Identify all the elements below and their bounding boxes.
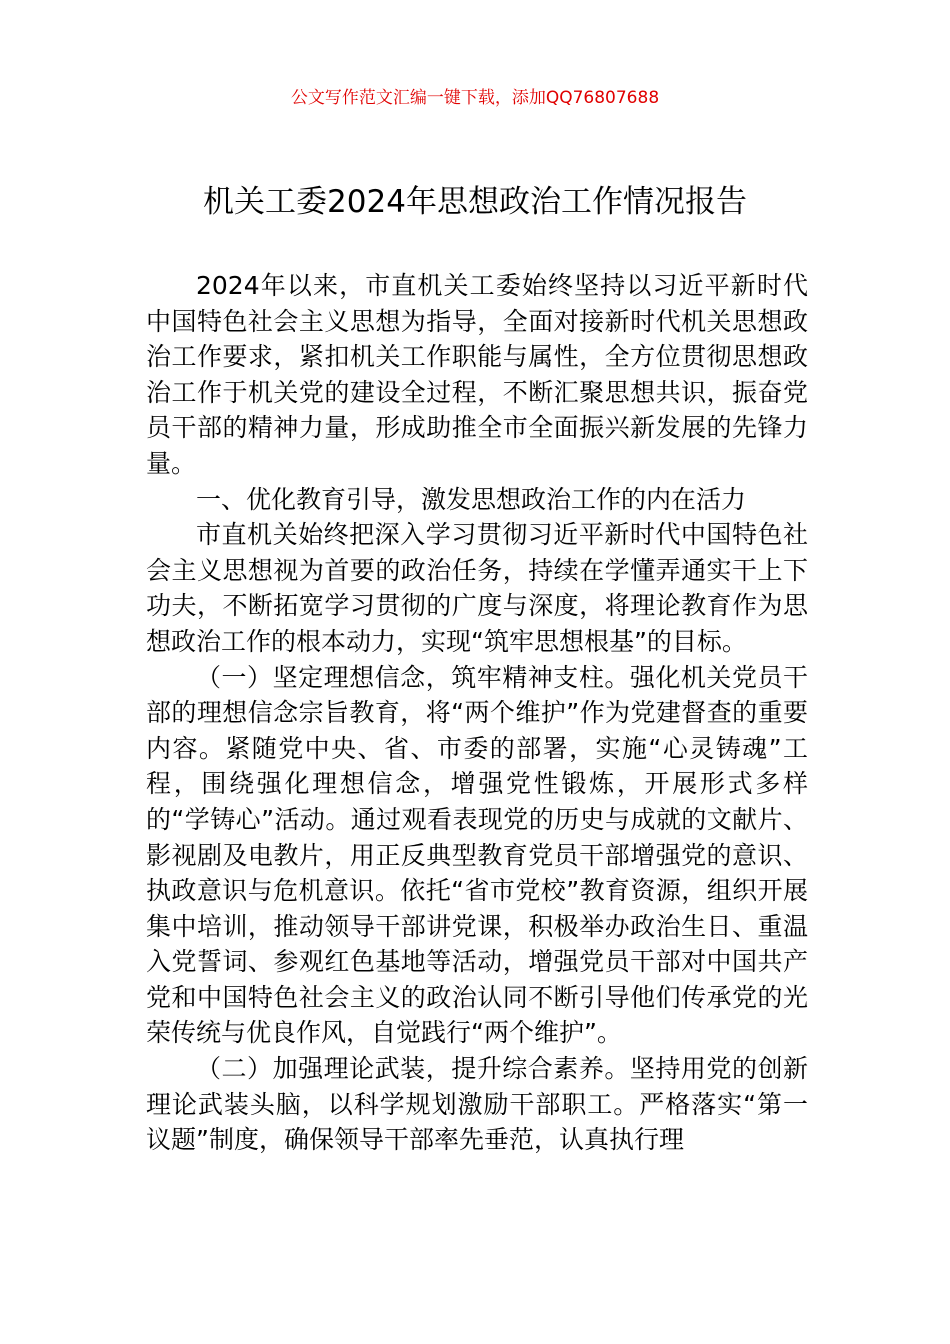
- subsection-1-paragraph: （一）坚定理想信念，筑牢精神支柱。强化机关党员干部的理想信念宗旨教育，将“两个维护”作为党建督查的重要内容。紧随党中央、省、市委的部署，实施“心灵铸魂”工程，围绕强化理想信念，增强党性锻炼，开展形式多样的“学铸心”活动。通过观看表现党的历史与成就的文献片、影视剧及电教片，用正反典型教育党员干部增强党的意识、执政意识与危机意识。依托“省市党校”教育资源，组织开展集中培训，推动领导干部讲党课，积极举办政治生日、重温入党誓词、参观红色基地等活动，增强党员干部对中国共产党和中国特色社会主义的政治认同不断引导他们传承党的光荣传统与优良作风，自觉践行“两个维护”。: [146, 662, 808, 1048]
- section-1-paragraph: 市直机关始终把深入学习贯彻习近平新时代中国特色社会主义思想视为首要的政治任务，持续在学懂弄通实干上下功夫，不断拓宽学习贯彻的广度与深度，将理论教育作为思想政治工作的根本动力，实现“筑牢思想根基”的目标。: [146, 520, 808, 656]
- document-body: [146, 268, 808, 1158]
- download-banner: 公文写作范文汇编一键下载，添加QQ76807688: [290, 88, 660, 108]
- intro-paragraph: 2024年以来，市直机关工委始终坚持以习近平新时代中国特色社会主义思想为指导，全面对接新时代机关思想政治工作要求，紧扣机关工作职能与属性，全方位贯彻思想政治工作于机关党的建设全过程，不断汇聚思想共识，振奋党员干部的精神力量，形成助推全市全面振兴新发展的先锋力量。: [146, 271, 808, 478]
- subsection-2-paragraph: （二）加强理论武装，提升综合素养。坚持用党的创新理论武装头脑，以科学规划激励干部职工。严格落实“第一议题”制度，确保领导干部率先垂范，认真执行理: [146, 1054, 808, 1155]
- section-heading-1: 一、优化教育引导，激发思想政治工作的内在活力: [196, 484, 747, 514]
- document-title: 机关工委2024年思想政治工作情况报告: [203, 184, 747, 220]
